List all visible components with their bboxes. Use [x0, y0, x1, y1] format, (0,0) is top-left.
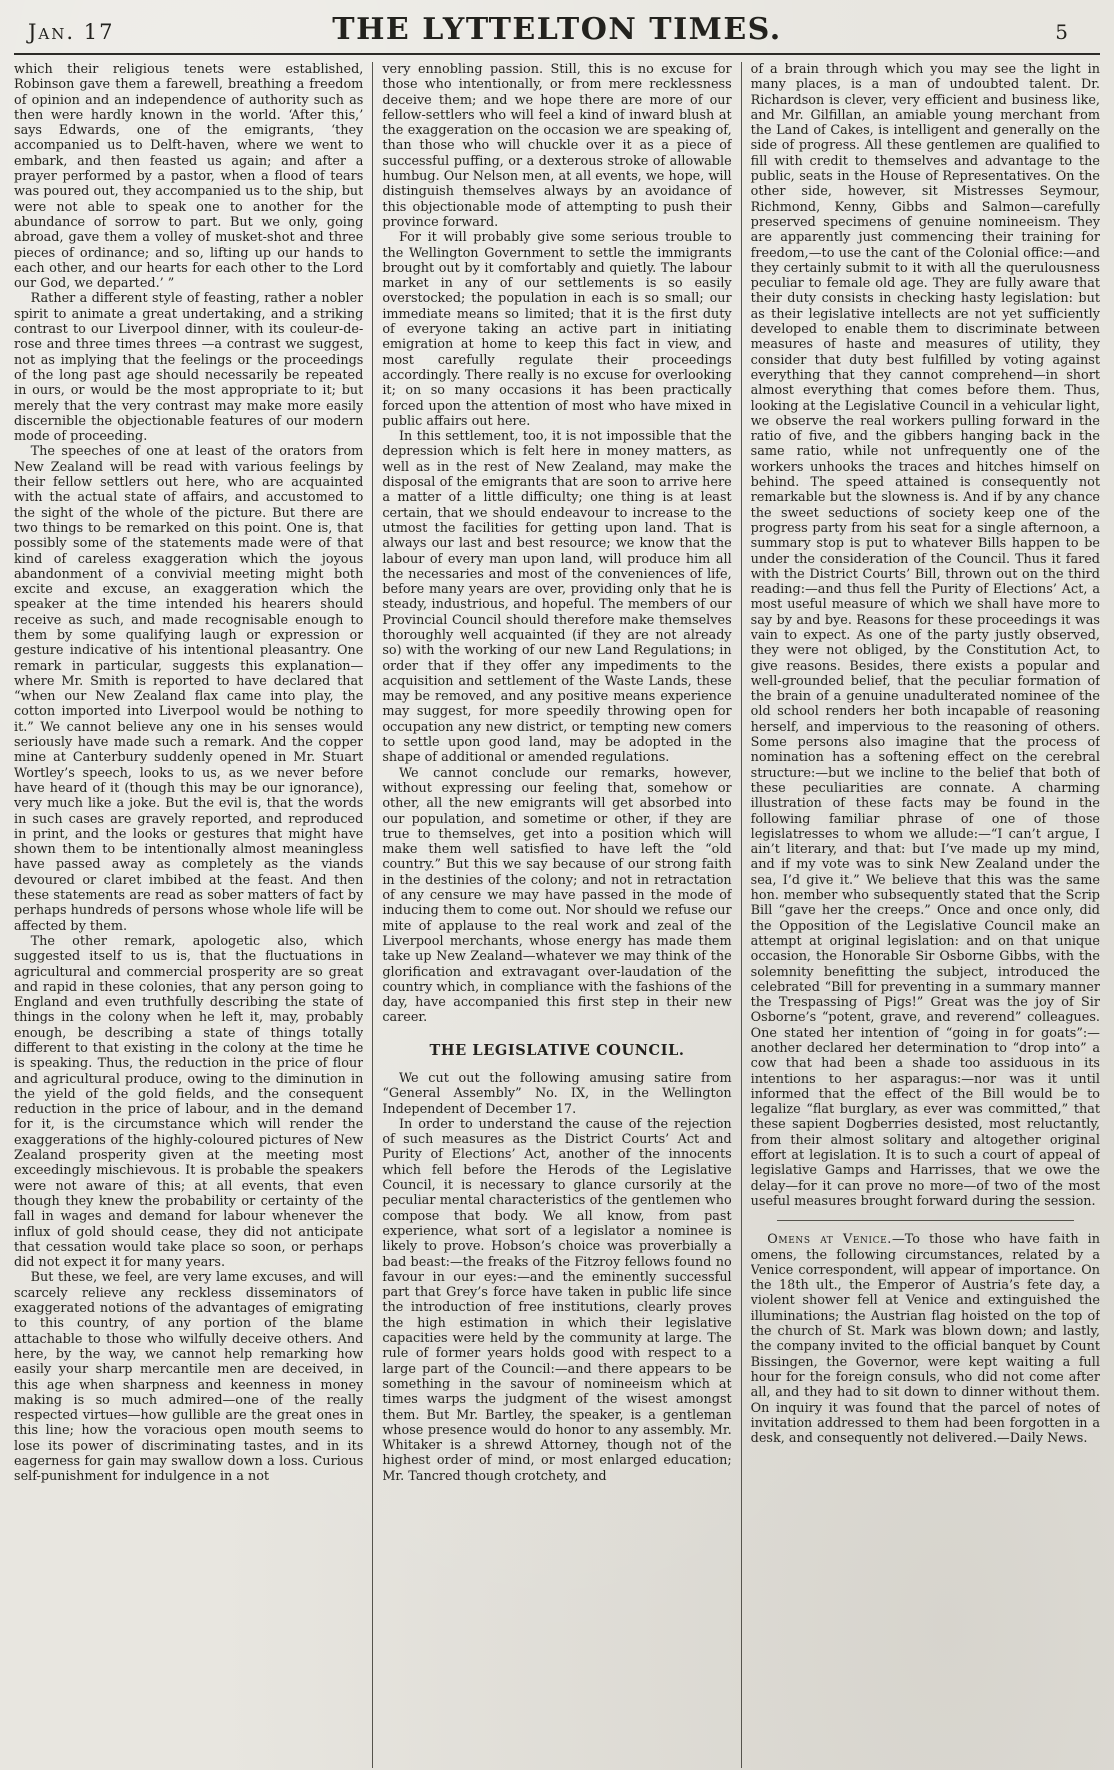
- article-paragraph: which their religious tenets were established, Robinson gave them a farewell, breathing a freedom of opinion and an independence of authority such as then were hardly known in the world. ‘After this,’ says Edwards, one of the emigrants, ‘they accompanied us to Delft-haven, where we went to embark, and then feasted us again; and after a prayer performed by a pastor, when a flood of tears was poured out, they accompanied us to the ship, but were not able to speak one to another for the abundance of sorrow to part. But we only, going abroad, gave them a volley of musket-shot and three pieces of ordinance; and so, lifting up our hands to each other, and our hearts for each other to the Lord our God, we departed.’ ”: [14, 62, 364, 292]
- article-paragraph: In this settlement, too, it is not impossible that the depression which is felt here in money matters, as well as in the rest of New Zealand, may make the disposal of the emigrants that are soon to arrive here a matter of a little difficulty; one thing is at least certain, that we should endeavour to increase to the utmost the facilities for getting upon land. That is always our last and best resource; we know that the labour of every man upon land, will produce him all the necessaries and most of the conveniences of life, before many years are over, providing only that he is steady, industrious, and hopeful. The members of our Provincial Council should therefore make themselves thoroughly well acquainted (if they are not already so) with the working of our new Land Regulations; in order that if they offer any impediments to the acquisition and settlement of the Waste Lands, these may be removed, and any positive means experience may suggest, for more speedily throwing open for occupation any new district, or tempting new comers to settle upon good land, may be adopted in the shape of additional or amended regulations.: [382, 429, 732, 766]
- column-divider: [741, 62, 742, 1768]
- header-rule: [14, 53, 1100, 55]
- article-paragraph: But these, we feel, are very lame excuses, and will scarcely relieve any reckless disseminators of exaggerated notions of the advantages of emigrating to this country, of any portion of the blame attachable to those who wilfully deceive others. And here, by the way, we cannot help remarking how easily your sharp mercantile men are deceived, in this age when sharpness and keenness in money making is so much admired—one of the really respected virtues—how gullible are the great ones in this line; how the voracious open mouth seems to lose its power of discriminating tastes, and in its eagerness for gain may swallow down a loss. Curious self-punishment for indulgence in a not: [14, 1270, 364, 1485]
- column-3: [751, 62, 1100, 1768]
- article-paragraph: of a brain through which you may see the light in many places, is a man of undoubted talent. Dr. Richardson is clever, very efficient and business like, and Mr. Gilfillan, an amiable young merchant from the Land of Cakes, is intelligent and generally on the side of progress. All these gentlemen are qualified to fill with credit to themselves and advantage to the public, seats in the House of Representatives. On the other side, however, sit Mistresses Seymour, Richmond, Kenny, Gibbs and Salmon—carefully preserved specimens of genuine nomineeism. They are apparently just commencing their training for freedom,—to use the cant of the Colonial office:—and they certainly submit to it with all the querulousness peculiar to female old age. They are fully aware that their duty consists in checking hasty legislation: but as their legislative intellects are not yet sufficiently developed to enable them to discriminate between measures of haste and measures of utility, they consider that duty best fulfilled by voting against everything that they cannot comprehend—in short almost everything that comes before them. Thus, looking at the Legislative Council in a vehicular light, we observe the real workers pulling forward in the ratio of five, and the gibbers hanging back in the same ratio, while not unfrequently one of the workers unhooks the traces and hitches himself on behind. The speed attained is consequently not remarkable but the slowness is. And if by any chance the sweet seductions of society keep one of the progress party from his seat for a single afternoon, a summary stop is put to whatever Bills happen to be under the consideration of the Council. Thus it fared with the District Courts’ Bill, thrown out on the third reading:—and thus fell the Purity of Elections’ Act, a most useful measure of which we shall have more to say by and bye. Reasons for these proceedings it was vain to expect. As one of the party justly observed, they were not obliged, by the Constitution Act, to give reasons. Besides, there exists a popular and well-grounded belief, that the peculiar formation of the brain of a genuine unadulterated nominee of the old school renders her both incapable of reasoning herself, and impervious to the reasoning of others. Some persons also imagine that the process of nomination has a softening effect on the cerebral structure:—but we incline to the belief that both of these peculiarities are connate. A charming illustration of these facts may be found in the following familiar phrase of one of those legislatresses to whom we allude:—“I can’t argue, I ain’t literary, and that: but I’ve made up my mind, and if my vote was to sink New Zealand under the sea, I’d give it.” We believe that this was the same hon. member who subsequently stated that the Scrip Bill “gave her the creeps.” Once and once only, did the Opposition of the Legislative Council make an attempt at original legislation: and on that unique occasion, the Honorable Sir Osborne Gibbs, with the solemnity benefitting the subject, introduced the celebrated “Bill for preventing in a summary manner the Trespassing of Pigs!” Great was the joy of Sir Osborne’s “potent, grave, and reverend” colleagues. One stated her intention of “going in for goats”:—another declared her determination to “drop into” a cow that had been a shade too assiduous in its intentions to her asparagus:—nor was it until informed that the effect of the Bill would be to legalize “flat burglary, as ever was committed,” that these sapient Dogberries desisted, most reluctantly, from their almost solitary and altogether original effort at legislation. It is to such a court of appeal of legislative Gamps and Harrisses, that we owe the delay—for it can prove no more—of two of the most useful measures brought forward during the session.: [750, 62, 1100, 1209]
- article-paragraph: The speeches of one at least of the orators from New Zealand will be read with various feelings by their fellow settlers out here, who are acquainted with the actual state of affairs, and accustomed to the sight of the whole of the picture. But there are two things to be remarked on this point. One is, that possibly some of the statements made were of that kind of careless exaggeration which the joyous abandonment of a convivial meeting might both excite and excuse, an exaggeration which the speaker at the time intended his hearers should receive as such, and made recognisable enough to them by some qualifying laugh or expression or gesture indicative of his intentional pleasantry. One remark in particular, suggests this explanation—where Mr. Smith is reported to have declared that “when our New Zealand flax came into play, the cotton imported into Liverpool would be nothing to it.” We cannot believe any one in his senses would seriously have made such a remark. And the copper mine at Canterbury suddenly opened in Mr. Stuart Wortley’s speech, looks to us, as we never before have heard of it (though this may be our ignorance), very much like a joke. But the evil is, that the words in such cases are gravely reported, and reproduced in print, and the looks or gestures that might have shown them to be intentionally almost meaningless have passed away as completely as the viands devoured or claret imbibed at the feast. And then these statements are read as sober matters of fact by perhaps hundreds of persons whose whole life will be affected by them.: [14, 444, 364, 934]
- news-item-divider: [777, 1220, 1074, 1221]
- section-heading-legislative-council: THE LEGISLATIVE COUNCIL.: [429, 1041, 685, 1059]
- article-columns: [12, 60, 1102, 1768]
- news-item-omens-at-venice: [751, 1232, 1100, 1446]
- article-paragraph: Rather a different style of feasting, rather a nobler spirit to animate a great undertaking, and a striking contrast to our Liverpool dinner, with its couleur-de-rose and three times threes —a contrast we suggest, not as implying that the feelings or the proceedings of the long past age should necessarily be repeated in ours, or would be the most appropriate to it; but merely that the very contrast may make more easily discernible the objectionable features of our modern mode of proceeding.: [14, 291, 364, 445]
- column-divider: [372, 62, 373, 1768]
- column-1: [14, 62, 363, 1768]
- article-paragraph: The other remark, apologetic also, which suggested itself to us is, that the fluctuations in agricultural and commercial prosperity are so great and rapid in these colonies, that any person going to England and even truthfully describing the state of things in the colony when he left it, may, probably enough, be describing a state of things totally different to that existing in the colony at the time he is speaking. Thus, the reduction in the price of flour and agricultural produce, owing to the diminution in the yield of the gold fields, and the consequent reduction in the price of labour, and in the demand for it, is the circumstance which will render the exaggerations of the highly-coloured pictures of New Zealand prosperity given at the meeting most exceedingly mischievous. It is probable the speakers were not aware of this; at all events, that even though they knew the probability or certainty of the fall in wages and demand for labour whenever the influx of gold should cease, they did not anticipate that cessation would take place so soon, or perhaps did not expect it for many years.: [14, 933, 364, 1271]
- page-date: Jan. 17: [28, 20, 115, 44]
- masthead-title: THE LYTTELTON TIMES.: [332, 12, 782, 47]
- column-2: [382, 62, 731, 1768]
- page-header: [12, 4, 1102, 50]
- article-paragraph: In order to understand the cause of the rejection of such measures as the District Courts’ Act and Purity of Elections’ Act, another of the innocents which fell before the Herods of the Legislative Council, it is necessary to glance cursorily at the peculiar mental characteristics of the gentlemen who compose that body. We all know, from past experience, what sort of a legislator a nominee is likely to prove. Hobson’s choice was proverbially a bad beast:—the freaks of the Fitzroy fellows found no favour in our eyes:—and the eminently successful part that Grey’s force have taken in public life since the introduction of free institutions, clearly proves the high estimation in which their legislative capacities were held by the community at large. The rule of former years holds good with respect to a large part of the Council:—and there appears to be something in the savour of nomineeism which at times warps the judgment of the wisest amongst them. But Mr. Bartley, the speaker, is a gentleman whose presence would do honor to any assembly. Mr. Whitaker is a shrewd Attorney, though not of the highest order of mind, or most enlarged education; Mr. Tancred though crotchety, and: [382, 1116, 732, 1484]
- article-paragraph: For it will probably give some serious trouble to the Wellington Government to settle the immigrants brought out by it comfortably and quietly. The labour market in any of our settlements is so easily overstocked; the population in each is so small; our immediate means so limited; that it is the first duty of everyone taking an active part in initiating emigration at home to keep this fact in view, and most carefully regulate their proceedings accordingly. There really is no excuse for overlooking it; on so many occasions it has been practically forced upon the attention of most who have mixed in public affairs out here.: [382, 230, 732, 429]
- article-paragraph: very ennobling passion. Still, this is no excuse for those who intentionally, or from mere recklessness deceive them; and we hope there are more of our fellow-settlers who will feel a kind of inward blush at the exaggeration on the occasion we are speaking of, than those who will chuckle over it as a piece of successful puffing, or a dexterous stroke of allowable humbug. Our Nelson men, at all events, we hope, will distinguish themselves always by an avoidance of this objectionable mode of attempting to push their province forward.: [382, 62, 732, 230]
- article-paragraph: We cut out the following amusing satire from “General Assembly” No. IX, in the Wellington Independent of December 17.: [382, 1071, 732, 1117]
- article-paragraph: We cannot conclude our remarks, however, without expressing our feeling that, somehow or other, all the new emigrants will get absorbed into our population, and sometime or other, if they are true to themselves, get into a position which will make them well satisfied to have left the “old country.” But this we say because of our strong faith in the destinies of the colony; and not in retractation of any censure we may have passed in the mode of inducing them to come out. Nor should we refuse our mite of applause to the real work and zeal of the Liverpool merchants, whose energy has made them take up New Zealand—whatever we may think of the glorification and extravagant over-laudation of the country which, in compliance with the fashions of the day, have accompanied this first step in their new career.: [382, 765, 732, 1026]
- news-item-body: —To those who have faith in omens, the following circumstances, related by a Venice correspondent, will appear of importance. On the 18th ult., the Emperor of Austria’s fete day, a violent shower fell at Venice and extinguished the illuminations; the Austrian flag hoisted on the top of the church of St. Mark was blown down; and lastly, the company invited to the official banquet by Count Bissingen, the Governor, were kept waiting a full hour for the foreign consuls, who did not come after all, and they had to sit down to dinner without them. On inquiry it was found that the parcel of notes of invitation addressed to them had been forgotten in a desk, and consequently not delivered.—Daily News.: [750, 1232, 1100, 1447]
- page-number: 5: [1055, 20, 1068, 44]
- news-item-lead: Omens at Venice.: [767, 1232, 892, 1248]
